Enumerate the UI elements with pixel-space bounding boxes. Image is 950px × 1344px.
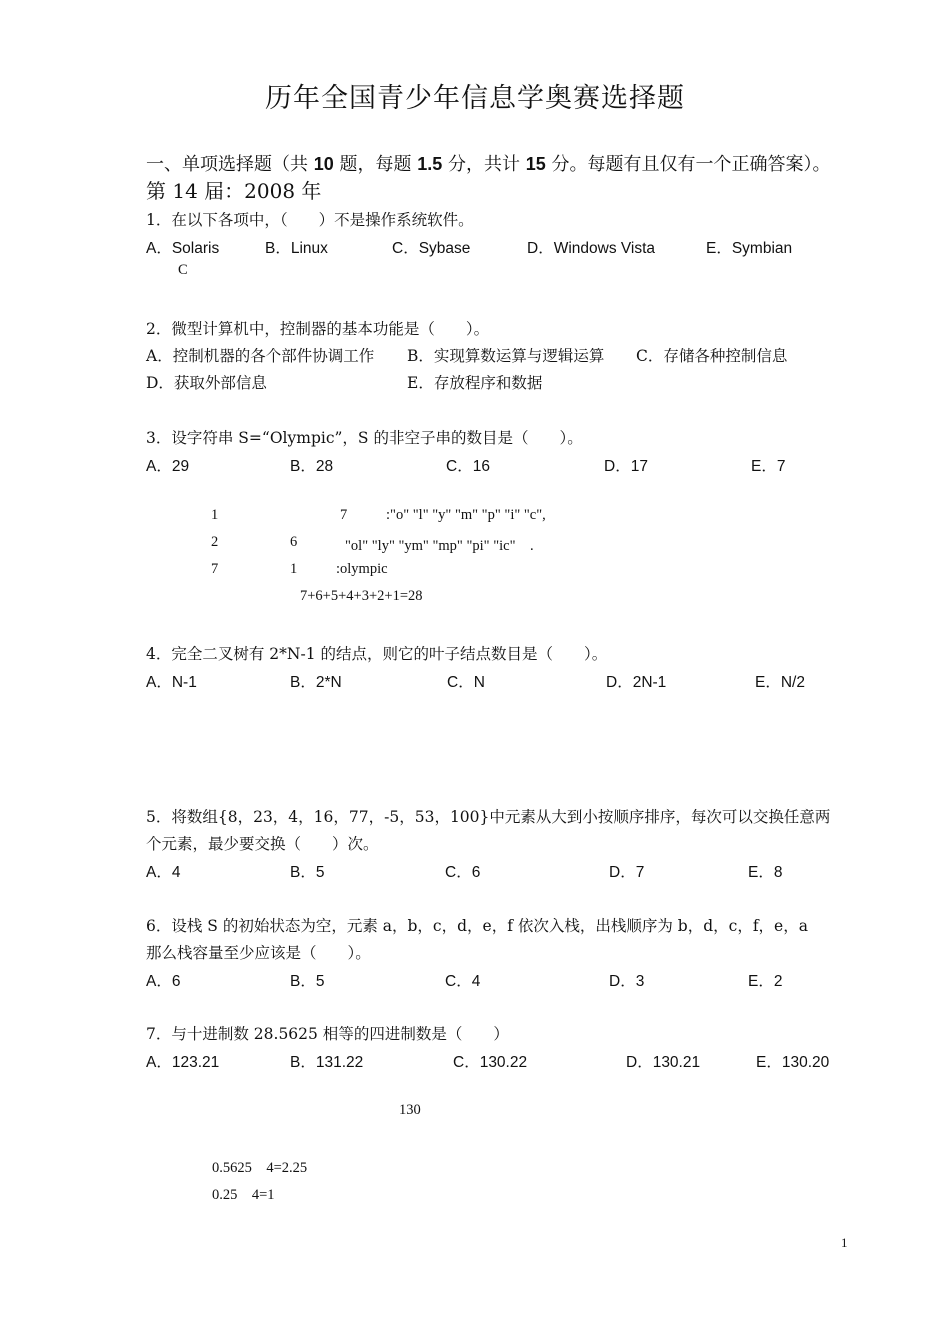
q6-option-a: A．6 bbox=[146, 973, 181, 990]
question-2-stem: 2．微型计算机中，控制器的基本功能是（ ）。 bbox=[146, 320, 490, 338]
q7-option-e: E．130.20 bbox=[756, 1054, 830, 1071]
q3-option-c: C．16 bbox=[446, 458, 490, 475]
q3-note-1-col2: 7 bbox=[340, 507, 348, 523]
q3-note-2-col3: "ol" "ly" "ym" "mp" "pi" "ic" . bbox=[345, 538, 534, 554]
q3-option-d: D．17 bbox=[604, 458, 648, 475]
section-heading: 一、单项选择题（共 10 题，每题 1.5 分，共计 15 分。每题有且仅有一个正确答案）。 bbox=[146, 154, 831, 175]
q1-option-b: B．Linux bbox=[265, 240, 328, 257]
q3-note-2-col2: 6 bbox=[290, 534, 298, 550]
q2-option-e: E．存放程序和数据 bbox=[407, 374, 543, 392]
q1-option-a: A．Solaris bbox=[146, 240, 220, 257]
q7-option-a: A．123.21 bbox=[146, 1054, 220, 1071]
question-1-stem: 1．在以下各项中，（ ）不是操作系统软件。 bbox=[146, 211, 474, 229]
q4-option-d: D．2N-1 bbox=[606, 674, 667, 691]
q3-note-2-col1: 2 bbox=[211, 534, 219, 550]
q7-option-c: C．130.22 bbox=[453, 1054, 528, 1071]
q3-note-3-col2: 1 bbox=[290, 561, 298, 577]
q6-option-c: C．4 bbox=[445, 973, 481, 990]
q4-option-a: A．N-1 bbox=[146, 674, 197, 691]
question-7-stem: 7．与十进制数 28.5625 相等的四进制数是（ ） bbox=[146, 1025, 509, 1043]
q6-option-e: E．2 bbox=[748, 973, 783, 990]
q3-note-3-col1: 7 bbox=[211, 561, 219, 577]
q3-note-1-col3: :"o" "l" "y" "m" "p" "i" "c", bbox=[386, 507, 546, 523]
question-3-stem: 3．设字符串 S=“Olympic”，S 的非空子串的数目是（ ）。 bbox=[146, 429, 583, 447]
q4-option-c: C．N bbox=[447, 674, 485, 691]
q3-option-e: E．7 bbox=[751, 458, 786, 475]
q4-option-e: E．N/2 bbox=[755, 674, 805, 691]
question-4-stem: 4．完全二叉树有 2*N-1 的结点，则它的叶子结点数目是（ ）。 bbox=[146, 645, 608, 663]
q5-option-a: A．4 bbox=[146, 864, 181, 881]
q1-option-d: D．Windows Vista bbox=[527, 240, 656, 257]
q4-option-b: B．2*N bbox=[290, 674, 342, 691]
q2-option-c: C．存储各种控制信息 bbox=[636, 347, 788, 365]
q3-note-3-col3: :olympic bbox=[336, 561, 388, 577]
q7-note-step-2: 0.25 4=1 bbox=[212, 1187, 275, 1203]
q2-option-d: D．获取外部信息 bbox=[146, 374, 267, 392]
q1-option-e: E．Symbian bbox=[706, 240, 793, 257]
q1-answer: C bbox=[178, 262, 188, 278]
q6-option-d: D．3 bbox=[609, 973, 645, 990]
q7-option-d: D．130.21 bbox=[626, 1054, 701, 1071]
q7-note-step-1: 0.5625 4=2.25 bbox=[212, 1160, 308, 1176]
q3-note-sum: 7+6+5+4+3+2+1=28 bbox=[300, 588, 423, 604]
question-5-stem-line2: 个元素，最少要交换（ ）次。 bbox=[146, 835, 379, 853]
q5-option-e: E．8 bbox=[748, 864, 783, 881]
q3-option-b: B．28 bbox=[290, 458, 334, 475]
q2-option-a: A．控制机器的各个部件协调工作 bbox=[146, 347, 375, 365]
question-6-stem-line1: 6．设栈 S 的初始状态为空，元素 a，b，c，d，e，f 依次入栈，出栈顺序为 b，d，c，f，e，a bbox=[146, 917, 808, 935]
q3-option-a: A．29 bbox=[146, 458, 190, 475]
page-number: 1 bbox=[841, 1235, 848, 1250]
question-6-stem-line2: 那么栈容量至少应该是（ ）。 bbox=[146, 944, 371, 962]
q2-option-b: B．实现算数运算与逻辑运算 bbox=[407, 347, 605, 365]
q5-option-d: D．7 bbox=[609, 864, 645, 881]
q3-note-1-col1: 1 bbox=[211, 507, 219, 523]
session-heading: 第 14 届：2008 年 bbox=[146, 179, 322, 203]
q6-option-b: B．5 bbox=[290, 973, 325, 990]
document-title: 历年全国青少年信息学奥赛选择题 bbox=[265, 83, 685, 114]
q5-option-c: C．6 bbox=[445, 864, 481, 881]
q7-option-b: B．131.22 bbox=[290, 1054, 364, 1071]
q5-option-b: B．5 bbox=[290, 864, 325, 881]
q1-option-c: C．Sybase bbox=[392, 240, 471, 257]
question-5-stem-line1: 5．将数组{8，23，4，16，77，-5，53，100}中元素从大到小按顺序排序，每次可以交换任意两 bbox=[146, 808, 831, 826]
q7-note-integer: 130 bbox=[399, 1102, 421, 1118]
